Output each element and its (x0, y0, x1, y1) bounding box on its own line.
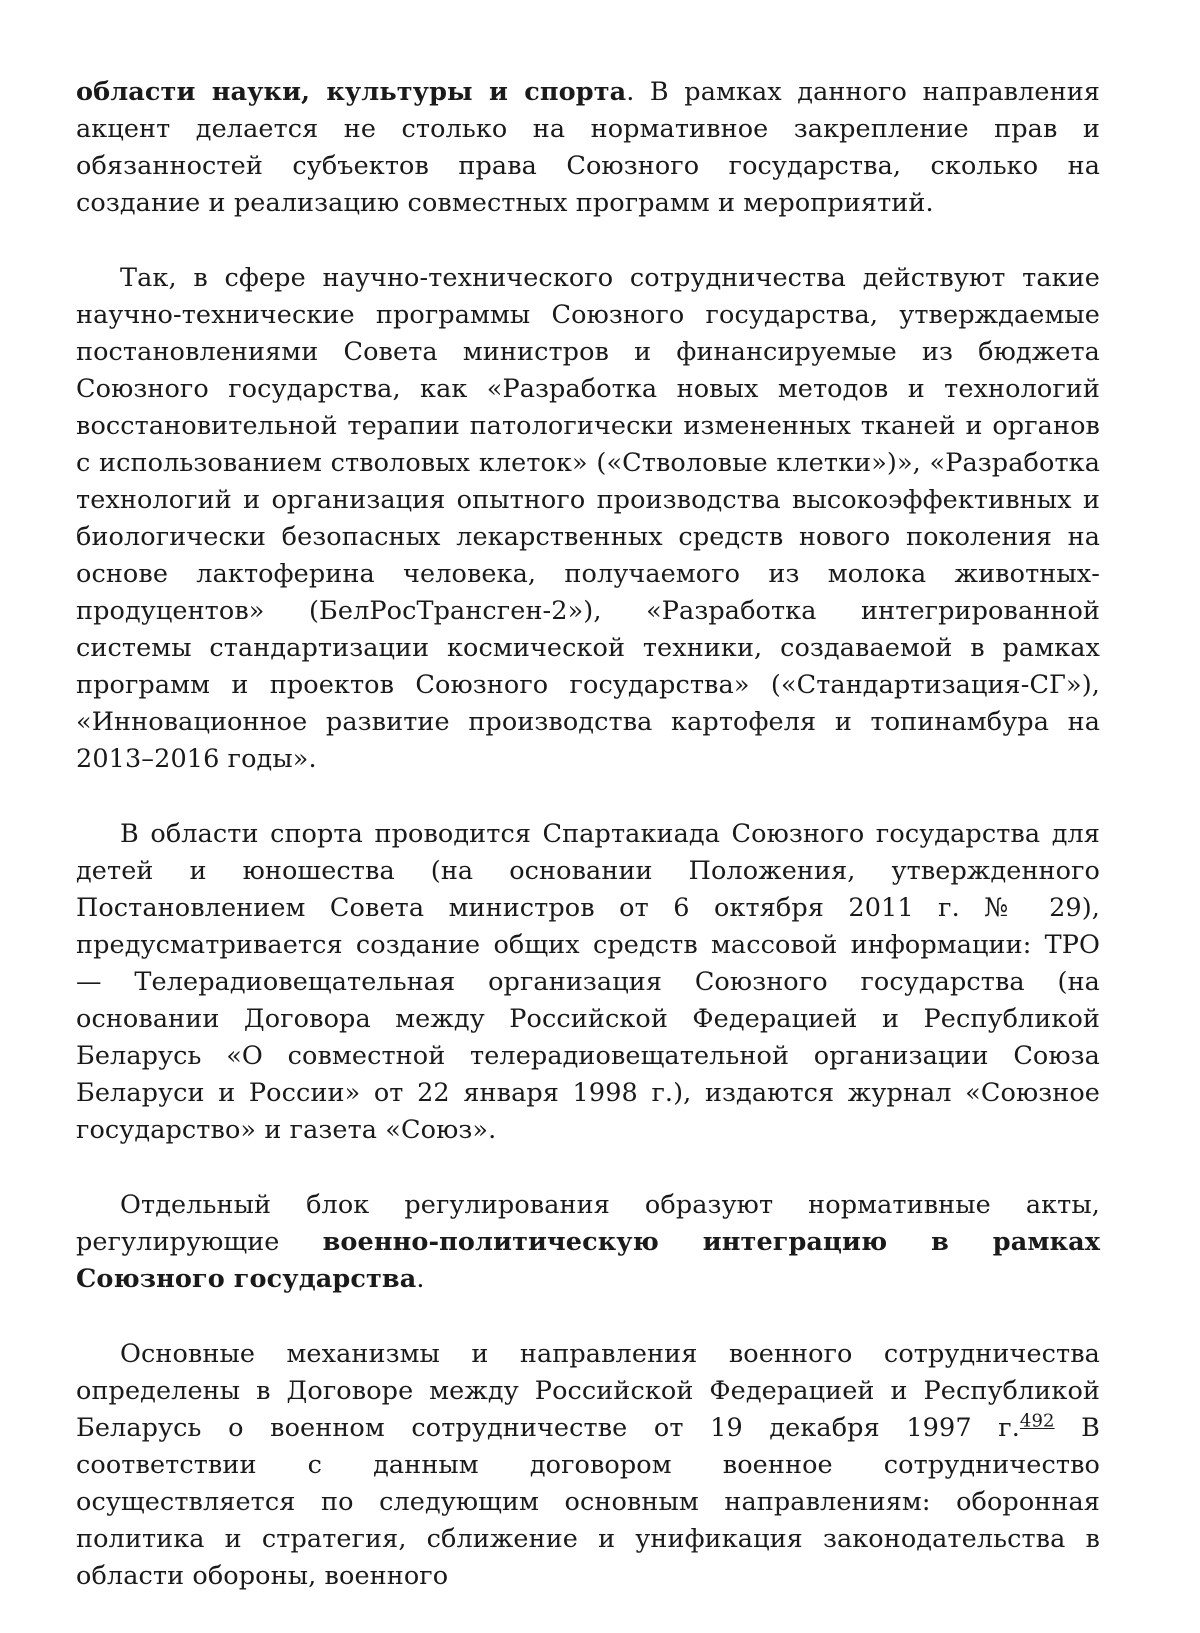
paragraph-text: Основные механизмы и направления военного сотрудничества определены в Договоре между Российской Федерацией и Республикой Беларусь о военном сотрудничестве от 19 декабря 1997 г. (76, 1339, 1100, 1443)
paragraph-sport-media (76, 816, 1100, 1149)
paragraph-text: . (416, 1264, 425, 1294)
paragraph-text: . В рамках данного направления акцент делается не столько на нормативное закрепление прав и обязанностей субъектов права Союзного государства, сколько на создание и реализацию совместных программ и мероприятий. (76, 77, 1100, 218)
paragraph-military-block (76, 1187, 1100, 1298)
paragraph-text: В соответствии с данным договором военное сотрудничество осуществляется по следующим основным направлениям: оборонная политика и стратегия, сближение и унификация законодательства в области обороны, военного (76, 1413, 1100, 1591)
document-page (76, 74, 1100, 1633)
bold-phrase: военно-политическую интеграцию в рамках Союзного государства (76, 1227, 1101, 1294)
paragraph-text: Так, в сфере научно-технического сотрудничества действуют такие научно-технические программы Союзного государства, утверждаемые постановлениями Совета министров и финансируемые из бюджета Союзного государства, как «Разработка новых методов и технологий восстановительной терапии патологически измененных тканей и органов с использованием стволовых клеток» («Стволовые клетки»)», «Разработка технологий и организация опытного производства высокоэффективных и биологически безопасных лекарственных средств нового поколения на основе лактоферина человека, получаемого из молока животных-продуцентов» (БелРосТрансген-2»), «Разработка интегрированной системы стандартизации космической техники, создаваемой в рамках программ и проектов Союзного государства» («Стандартизация-СГ»), «Инновационное развитие производства картофеля и топинамбура на 2013–2016 годы». (76, 263, 1100, 774)
paragraph-text: Отдельный блок регулирования образуют нормативные акты, регулирующие (76, 1190, 1100, 1257)
paragraph-scientific-programs (76, 260, 1100, 778)
paragraph-text: В области спорта проводится Спартакиада Союзного государства для детей и юношества (на основании Положения, утвержденного Постановлением Совета министров от 6 октября 2011 г. № 29), предусматривается создание общих средств массовой информации: ТРО — Телерадиовещательная организация Союзного государства (на основании Договора между Российской Федерацией и Республикой Беларусь «О совместной телерадиовещательной организации Союза Беларуси и России» от 22 января 1998 г.), издаются журнал «Союзное государство» и газета «Союз». (76, 819, 1100, 1145)
paragraph-military-cooperation (76, 1336, 1100, 1595)
paragraph-science-culture-sport (76, 74, 1100, 222)
footnote-link[interactable]: 492 (1019, 1410, 1055, 1432)
bold-phrase: области науки, культуры и спорта (76, 77, 627, 107)
